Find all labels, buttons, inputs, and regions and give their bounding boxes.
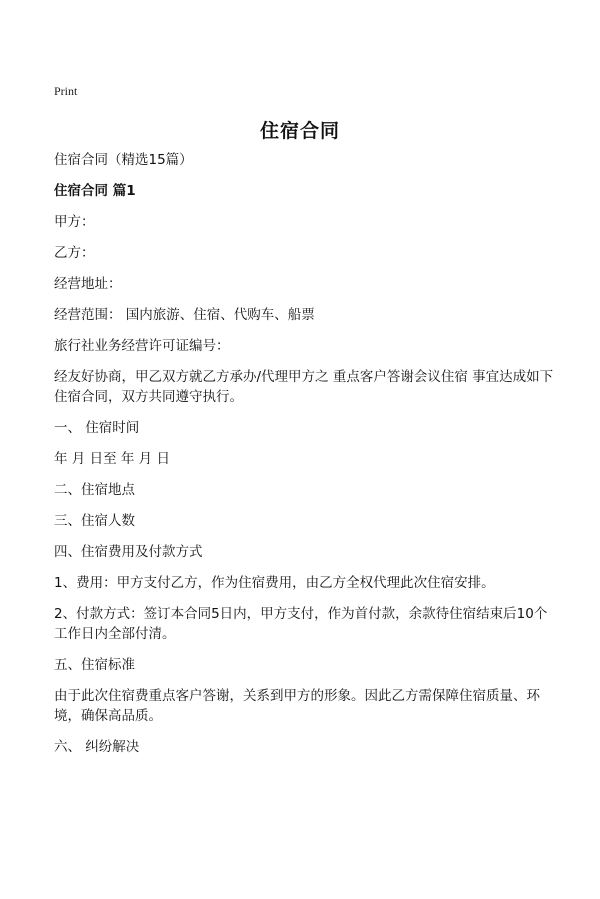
paragraph-standard-detail: 由于此次住宿费重点客户答谢，关系到甲方的形象。因此乙方需保障住宿质量、环境，确保高品质。 <box>54 688 540 724</box>
paragraph-business-address: 经营地址： <box>54 276 122 292</box>
paragraph-clause-3-heading: 三、住宿人数 <box>54 513 135 529</box>
paragraph-party-a: 甲方： <box>54 214 95 230</box>
paragraph-payment-method: 2、付款方式：签订本合同5日内，甲方支付，作为首付款，余款待住宿结束后10个工作日内全部付清。 <box>54 606 548 642</box>
document-title: 住宿合同 <box>259 120 340 142</box>
paragraph-subtitle: 住宿合同（精选15篇） <box>54 152 193 168</box>
paragraph-clause-2-heading: 二、住宿地点 <box>54 482 135 498</box>
paragraph-business-scope: 经营范围： 国内旅游、住宿、代购车、船票 <box>54 307 315 323</box>
document-body <box>54 150 554 768</box>
print-label: Print <box>54 84 78 98</box>
paragraph-fee: 1、费用：甲方支付乙方，作为住宿费用，由乙方全权代理此次住宿安排。 <box>54 575 495 591</box>
paragraph-agreement-intro: 经友好协商，甲乙双方就乙方承办/代理甲方之 重点客户答谢会议住宿 事宜达成如下住宿合同，双方共同遵守执行。 <box>54 369 554 405</box>
paragraph-clause-4-heading: 四、住宿费用及付款方式 <box>54 544 203 560</box>
paragraph-clause-6-heading: 六、 纠纷解决 <box>54 739 140 755</box>
paragraph-license-number: 旅行社业务经营许可证编号： <box>54 338 230 354</box>
paragraph-clause-1-heading: 一、 住宿时间 <box>54 420 140 436</box>
paragraph-section-heading: 住宿合同 篇1 <box>54 183 136 199</box>
paragraph-party-b: 乙方： <box>54 245 95 261</box>
paragraph-date-range: 年 月 日至 年 月 日 <box>54 451 170 467</box>
paragraph-clause-5-heading: 五、住宿标准 <box>54 657 135 673</box>
